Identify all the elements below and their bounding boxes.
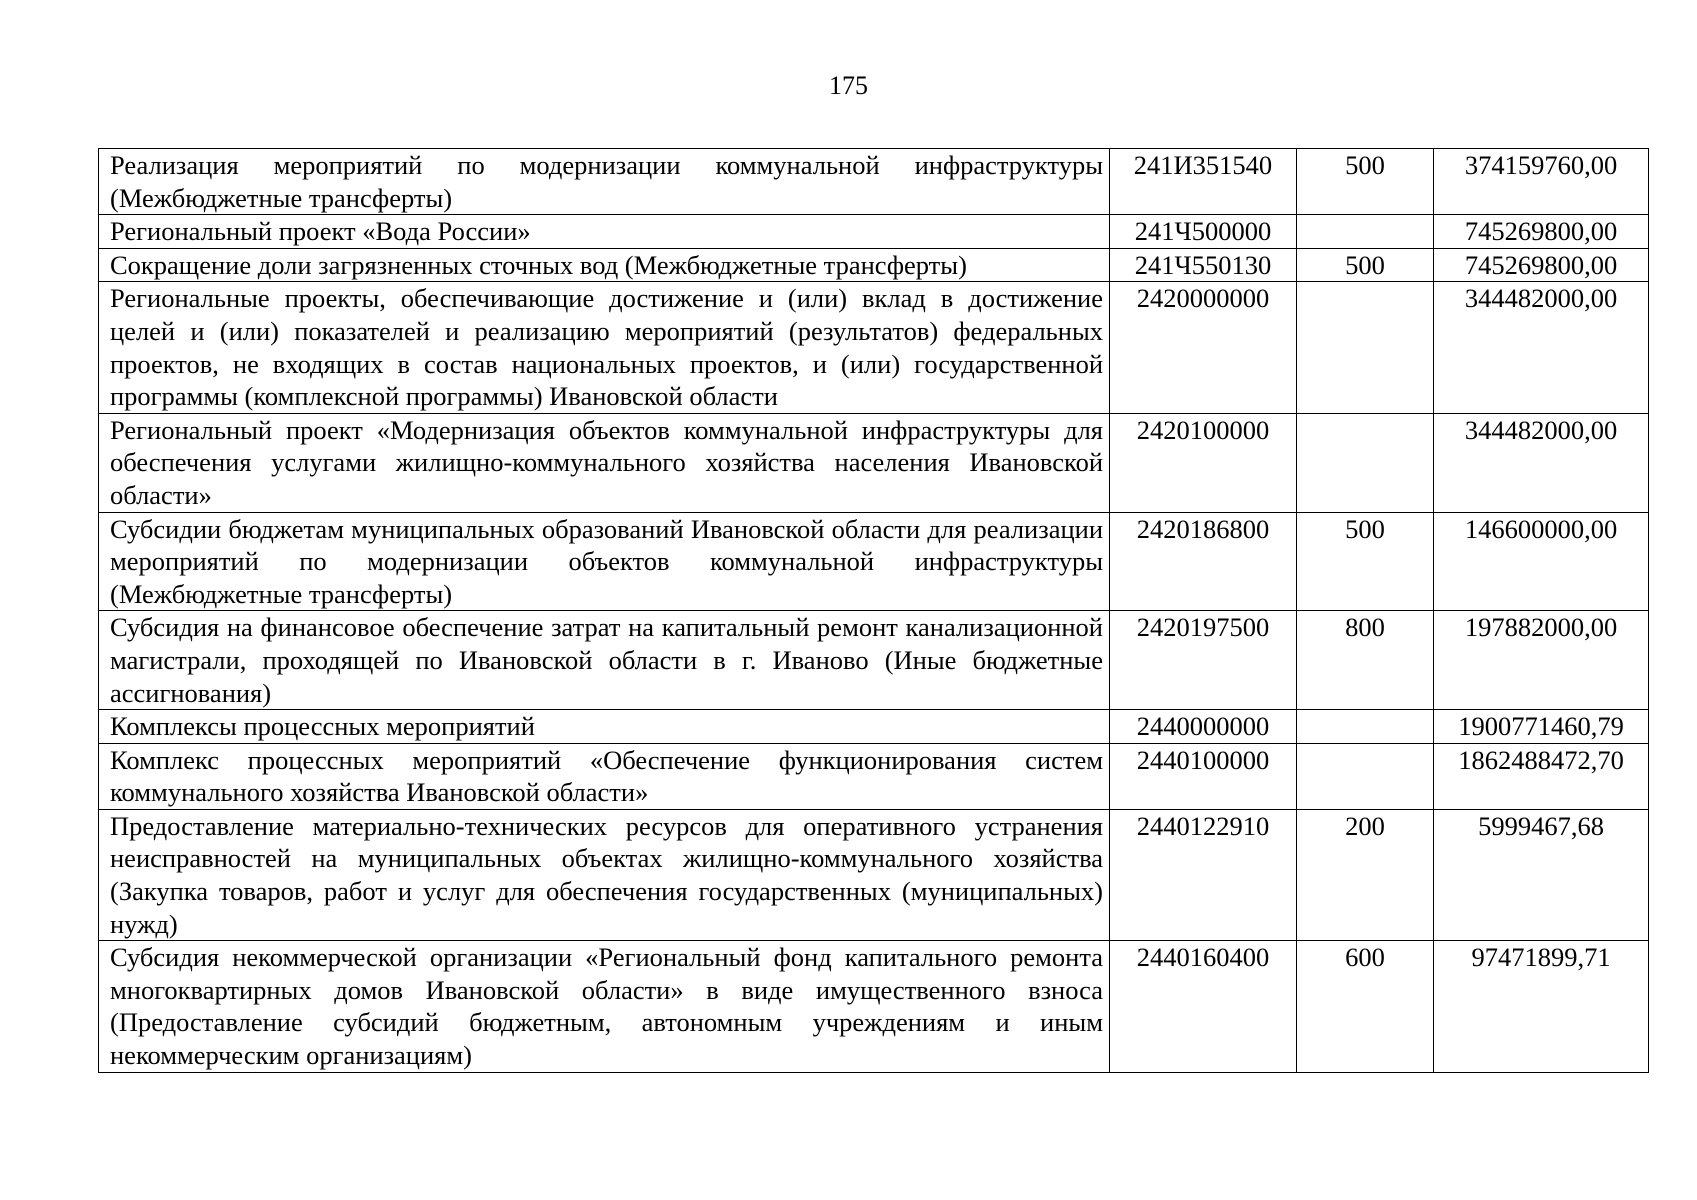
row-expense-type-cell: 600 bbox=[1297, 941, 1434, 1072]
budget-table-body bbox=[99, 149, 1649, 1073]
row-expense-type-cell bbox=[1297, 743, 1434, 809]
row-expense-type-cell: 500 bbox=[1297, 149, 1434, 215]
table-row bbox=[99, 941, 1649, 1072]
row-name-cell: Региональный проект «Вода России» bbox=[99, 215, 1110, 249]
row-target-code-cell: 2420100000 bbox=[1110, 413, 1297, 512]
row-expense-type-cell bbox=[1297, 710, 1434, 744]
table-row bbox=[99, 512, 1649, 611]
row-name-cell: Субсидии бюджетам муниципальных образований Ивановской области для реализации мероприятий по модернизации объектов коммунальной инфраструктуры (Межбюджетные трансферты) bbox=[99, 512, 1110, 611]
row-amount-cell: 5999467,68 bbox=[1434, 809, 1649, 940]
row-name-cell: Предоставление материально-технических ресурсов для оперативного устранения неисправностей на муниципальных объектах жилищно-коммунального хозяйства (Закупка товаров, работ и услуг для обеспечения государственных (муниципальных) нужд) bbox=[99, 809, 1110, 940]
row-target-code-cell: 2440122910 bbox=[1110, 809, 1297, 940]
row-amount-cell: 1900771460,79 bbox=[1434, 710, 1649, 744]
row-amount-cell: 1862488472,70 bbox=[1434, 743, 1649, 809]
row-target-code-cell: 2440000000 bbox=[1110, 710, 1297, 744]
table-row bbox=[99, 809, 1649, 940]
table-row bbox=[99, 215, 1649, 249]
row-amount-cell: 146600000,00 bbox=[1434, 512, 1649, 611]
row-expense-type-cell: 500 bbox=[1297, 248, 1434, 282]
table-row bbox=[99, 611, 1649, 710]
row-expense-type-cell bbox=[1297, 413, 1434, 512]
row-name-cell: Региональные проекты, обеспечивающие достижение и (или) вклад в достижение целей и (или) показателей и реализацию мероприятий (результатов) федеральных проектов, не входящих в состав национальных проектов, и (или) государственной программы (комплексной программы) Ивановской области bbox=[99, 282, 1110, 413]
table-row bbox=[99, 248, 1649, 282]
table-row bbox=[99, 149, 1649, 215]
row-name-cell: Субсидия некоммерческой организации «Региональный фонд капитального ремонта многоквартирных домов Ивановской области» в виде имущественного взноса (Предоставление субсидий бюджетным, автономным учреждениям и иным некоммерческим организациям) bbox=[99, 941, 1110, 1072]
row-target-code-cell: 2420186800 bbox=[1110, 512, 1297, 611]
row-amount-cell: 197882000,00 bbox=[1434, 611, 1649, 710]
row-expense-type-cell bbox=[1297, 282, 1434, 413]
row-expense-type-cell: 500 bbox=[1297, 512, 1434, 611]
budget-table bbox=[98, 148, 1649, 1073]
table-row bbox=[99, 743, 1649, 809]
row-target-code-cell: 2420000000 bbox=[1110, 282, 1297, 413]
row-amount-cell: 745269800,00 bbox=[1434, 215, 1649, 249]
row-target-code-cell: 2440160400 bbox=[1110, 941, 1297, 1072]
row-name-cell: Сокращение доли загрязненных сточных вод (Межбюджетные трансферты) bbox=[99, 248, 1110, 282]
row-amount-cell: 344482000,00 bbox=[1434, 282, 1649, 413]
row-expense-type-cell bbox=[1297, 215, 1434, 249]
row-name-cell: Субсидия на финансовое обеспечение затрат на капитальный ремонт канализационной магистрали, проходящей по Ивановской области в г. Иваново (Иные бюджетные ассигнования) bbox=[99, 611, 1110, 710]
row-amount-cell: 97471899,71 bbox=[1434, 941, 1649, 1072]
row-expense-type-cell: 200 bbox=[1297, 809, 1434, 940]
row-target-code-cell: 2440100000 bbox=[1110, 743, 1297, 809]
row-target-code-cell: 241Ч500000 bbox=[1110, 215, 1297, 249]
row-name-cell: Реализация мероприятий по модернизации коммунальной инфраструктуры (Межбюджетные трансферты) bbox=[99, 149, 1110, 215]
table-row bbox=[99, 413, 1649, 512]
row-target-code-cell: 241И351540 bbox=[1110, 149, 1297, 215]
row-name-cell: Комплексы процессных мероприятий bbox=[99, 710, 1110, 744]
page-number: 175 bbox=[829, 71, 868, 100]
row-amount-cell: 374159760,00 bbox=[1434, 149, 1649, 215]
row-name-cell: Региональный проект «Модернизация объектов коммунальной инфраструктуры для обеспечения услугами жилищно-коммунального хозяйства населения Ивановской области» bbox=[99, 413, 1110, 512]
table-row bbox=[99, 282, 1649, 413]
row-target-code-cell: 2420197500 bbox=[1110, 611, 1297, 710]
row-expense-type-cell: 800 bbox=[1297, 611, 1434, 710]
row-name-cell: Комплекс процессных мероприятий «Обеспечение функционирования систем коммунального хозяйства Ивановской области» bbox=[99, 743, 1110, 809]
row-amount-cell: 745269800,00 bbox=[1434, 248, 1649, 282]
row-amount-cell: 344482000,00 bbox=[1434, 413, 1649, 512]
row-target-code-cell: 241Ч550130 bbox=[1110, 248, 1297, 282]
table-row bbox=[99, 710, 1649, 744]
